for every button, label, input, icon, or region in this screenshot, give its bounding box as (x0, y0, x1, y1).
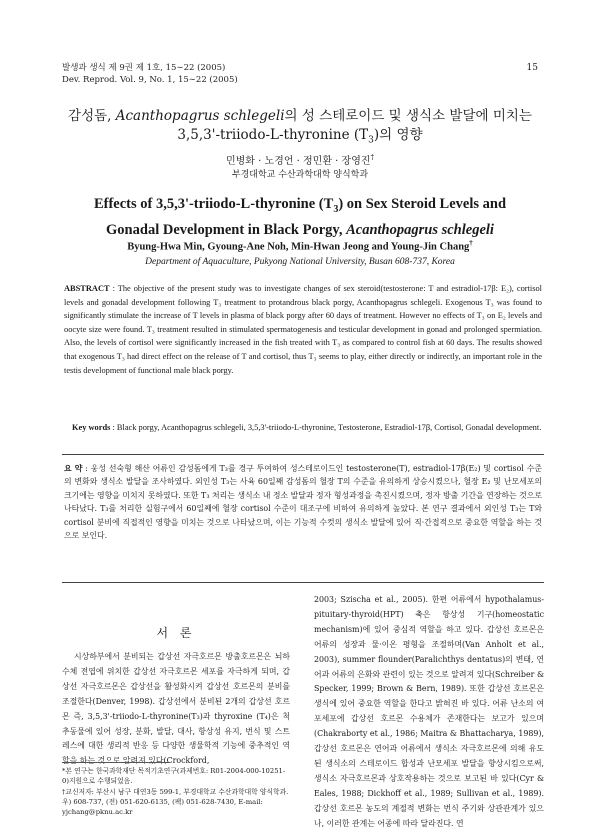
keywords-label: Key words (72, 423, 111, 432)
body-column-right: 2003; Szischa et al., 2005). 한편 어류에서 hypothalamus-pituitary-thyroid(HPT) 축은 항상성 기구(homeostatic mechanism)에 있어 중심적 역할을 하고 있다. 갑상선 호르몬은 어류의 성장과 물·이온 평형을 조절하며(Van Anholt et al., 2003), summer flounder(Paralichthys dentatus)의 변태, 연어과 어류의 은화와 관련이 있는 것으로 알려져 있다(Schreiber & Specker, 1999; Brown & Bern, 1989). 또한 갑상선 호르몬은 생식에 있어 중요한 역할을 한다고 밝혀진 바 있다. 어류 난소의 여포세포에 갑상선 호르몬 수용체가 존재한다는 보고가 있으며(Chakraborty et al., 1986; Maitra & Bhattacharya, 1989), 갑상선 호르몬은 연어과 어류에서 생식소 자극호르몬에 의해 유도된 생식소의 스테로이드 합성과 난모세포 발달을 향상시킴으로써, 생식소 자극호르몬과 상호작용하는 것으로 보고된 바 있다(Cyr & Eales, 1988; Dickhoff et al., 1989; Sullivan et al., 1989). 갑상선 호르몬 농도의 계절적 변화는 번식 주기와 상관관계가 있으나, 이러한 관계는 어종에 따라 달라진다. 연 (314, 595, 544, 828)
title-kr-line2a: 3,5,3'-triiodo-L-thyronine (T (177, 127, 369, 143)
abstract (64, 282, 542, 377)
page-number: 15 (526, 63, 538, 73)
footnotes (62, 766, 290, 817)
authors-en-mark: † (469, 239, 473, 247)
footnote-corresponding: †교신저자: 부산시 남구 대연3동 599-1, 부경대학교 수산과학대학 양식학과. 우) 608-737, (전) 051-620-6135, (팩) 051-628-7430, E-mail: yjchang@pknu.ac.kr (62, 787, 289, 817)
summary-kr-text: : 웅성 선숙형 해산 어류인 감성돔에게 T₃를 경구 투여하여 성스테로이드인 testosterone(T), estradiol-17β(E₂) 및 cortisol 수준의 변화와 생식소 발달을 조사하였다. 외인성 T₃는 사육 60일째 감성돔의 혈장 T의 수준을 유의하게 상승시켰으나, 혈장 E₂ 및 난모세포의 크기에는 영향을 미치지 못하였다. 또한 T₃ 처리는 생식소 내 정소 발달과 정자 형성과정을 촉진시켰으며, 정자 방출 기간을 연장하는 것으로 나타났다. T₃를 처리한 실험구에서 60일째에 혈장 cortisol 수준이 대조구에 비하여 유의하게 높았다. 본 연구 결과에서 외인성 T₃는 T와 cortisol 분비에 직접적인 영향을 미치는 것으로 나타났으며, 이는 기능적 수컷의 생식소 발달에 있어 직·간접적으로 중요한 역할을 하는 것으로 보인다. (64, 464, 542, 541)
title-kr-line2b: )의 영향 (373, 127, 423, 143)
summary-divider (62, 582, 544, 583)
journal-header-en: Dev. Reprod. Vol. 9, No. 1, 15∼22 (2005) (62, 75, 238, 85)
title-en-line1-sub: 3 (333, 203, 339, 215)
body-column-left: 시상하부에서 분비되는 갑상선 자극호르몬 방출호르몬은 뇌하수체 전엽에 위치한 갑상선 자극호르몬 세포를 자극하게 되며, 갑상선 자극호르몬은 갑상선을 활성화시켜 갑상선 호르몬의 분비를 조절한다(Denver, 1998). 갑상선에서 분비된 2개의 갑상선 호르몬 즉, 3,5,3'-triiodo-L-thyronine(T₃)과 thyroxine (T₄)은 척추동물에 있어 성장, 분화, 발달, 대사, 항상성 유지, 번식 및 스트레스에 대한 생리적 반응 등 다양한 생물학적 기능에 중추적인 역할을 하는 것으로 알려져 있다(Crockford, (62, 652, 290, 766)
abstract-text: : The objective of the present study was to investigate changes of sex steroid(testosterone: T and estradiol-17β: E₂), cortisol levels and gonadal development following T₃ treatment to protandrous black porgy, Acanthopagrus schlegeli. Exogenous T₃ was found to significantly stimulate the increase of T levels in plasma of black porgy after 60 days of treatment. However no effects of T₃ on E₂ levels and oocyte size were found. T₃ treatment resulted in stimulated spermatogenesis and testicular development in gonad and prolonged spermiation. Also, the levels of cortisol were significantly increased in the fish treated with T₃ as compared to control fish at 60 days. The results showed that exogenous T₃ had direct effect on the release of T and cortisol, thus T₃ seems to play, either directly or indirectly, an important role in the testis development of functional male black porgy. (64, 284, 542, 375)
footnote-divider (62, 762, 170, 763)
title-kr-species: Acanthopagrus schlegeli (115, 108, 285, 124)
title-kr-part1: 감성돔, (68, 108, 116, 124)
authors-kr (40, 152, 560, 167)
summary-kr-label: 요 약 (64, 464, 83, 473)
abstract-label: ABSTRACT (64, 284, 110, 293)
title-kr (40, 107, 560, 151)
affiliation-kr: 부경대학교 수산과학대학 양식학과 (231, 170, 369, 180)
authors-kr-mark: † (370, 153, 375, 162)
title-en-line1a: Effects of 3,5,3'-triiodo-L-thyronine (T (93, 196, 334, 212)
title-en-species: Acanthopagrus schlegeli (346, 221, 494, 238)
footnote-funding: *본 연구는 한국과학재단 목적기초연구(과제번호: R01-2004-000-10251-0)지원으로 수행되었음. (62, 767, 286, 786)
keywords-text: : Black porgy, Acanthopagrus schlegeli, 3,5,3'-triiodo-L-thyronine, Testosterone, Estradiol-17β, Cortisol, Gonadal development. (110, 423, 542, 432)
title-en-line1b: ) on Sex Steroid Levels and (338, 196, 507, 212)
keywords (72, 421, 542, 435)
title-en-line2a: Gonadal Development in Black Porgy, (106, 221, 347, 238)
title-en (40, 194, 560, 240)
section-title-introduction: 서 론 (156, 626, 196, 640)
summary-kr (64, 462, 542, 542)
authors-en-names: Byung-Hwa Min, Gyoung-Ane Noh, Min-Hwan Jeong and Young-Jin Chang (127, 241, 470, 253)
title-kr-line2-sub: 3 (368, 135, 374, 146)
authors-en (40, 239, 560, 253)
authors-kr-names: 민병화 · 노경언 · 정민환 · 장영진 (225, 156, 371, 167)
journal-header-kr: 발생과 생식 제 9권 제 1호, 15∼22 (2005) (62, 63, 226, 73)
abstract-divider (62, 454, 544, 455)
affiliation-en: Department of Aquaculture, Pukyong National University, Busan 608-737, Korea (145, 257, 455, 267)
title-kr-part2: 의 성 스테로이드 및 생식소 발달에 미치는 (284, 108, 532, 124)
